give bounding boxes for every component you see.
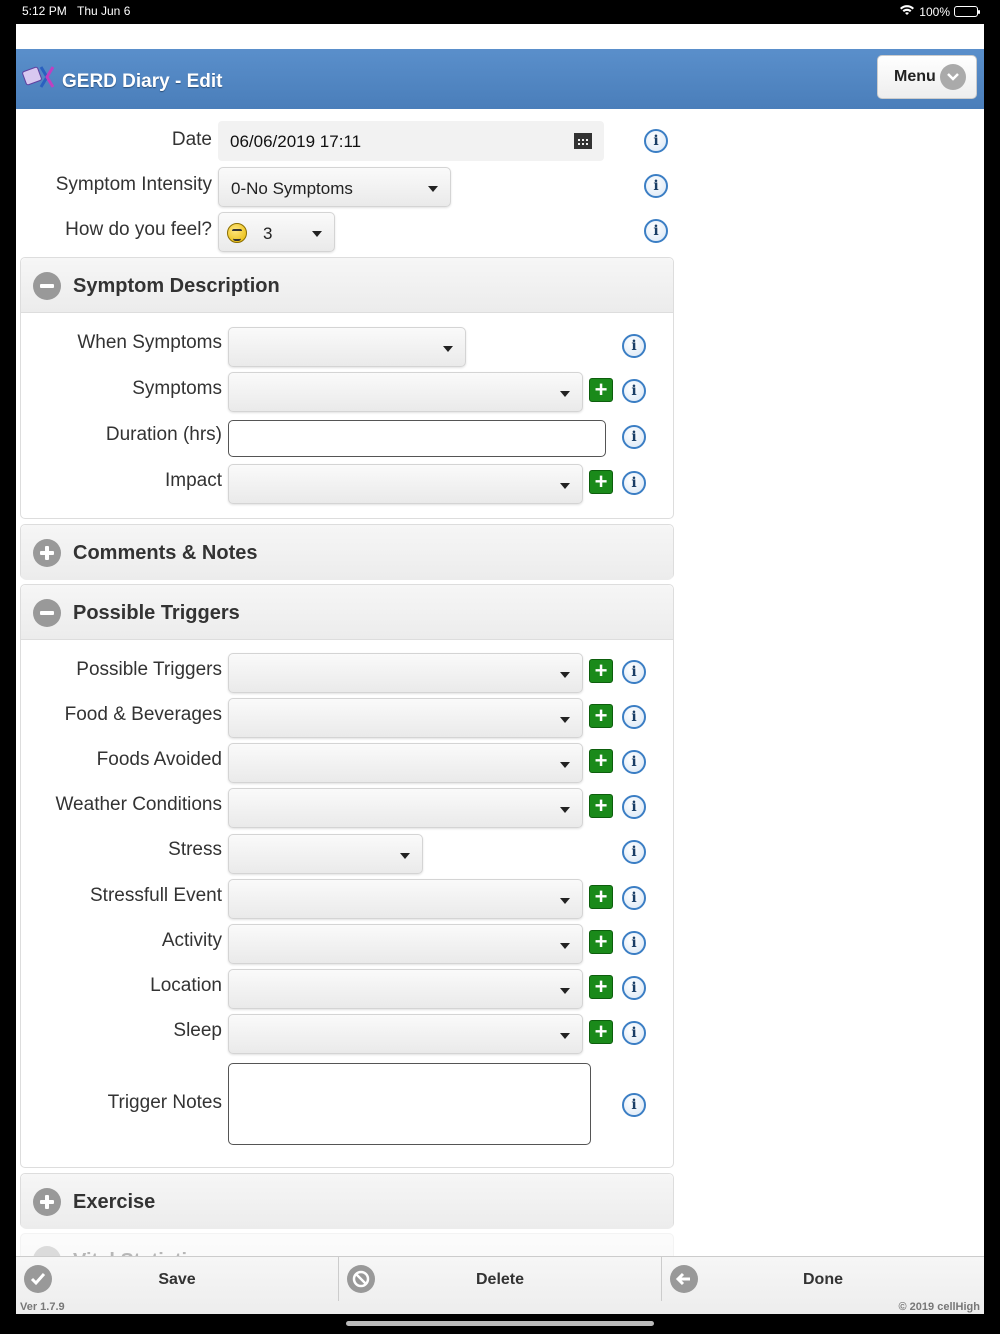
expand-icon (33, 1188, 61, 1216)
stress-select[interactable] (228, 834, 423, 874)
info-icon[interactable]: i (622, 1021, 646, 1045)
info-icon[interactable]: i (622, 750, 646, 774)
status-bar (0, 0, 1000, 24)
dropdown-caret-icon (560, 988, 570, 994)
possible-triggers-select[interactable] (228, 653, 583, 693)
possible-triggers-label: Possible Triggers (76, 659, 222, 680)
add-avoided-button[interactable]: + (589, 749, 613, 773)
info-icon[interactable]: i (622, 795, 646, 819)
info-icon[interactable]: i (644, 219, 668, 243)
location-select[interactable] (228, 969, 583, 1009)
impact-label: Impact (164, 470, 222, 491)
info-icon[interactable]: i (622, 840, 646, 864)
add-food-button[interactable]: + (589, 704, 613, 728)
symptom-intensity-select[interactable] (218, 167, 451, 207)
food-beverages-label: Food & Beverages (64, 704, 222, 725)
status-date: Thu Jun 6 (77, 4, 131, 18)
date-label: Date (171, 129, 212, 150)
form-content (16, 109, 984, 1256)
app-header (16, 49, 984, 109)
page-title: GERD Diary - Edit (62, 71, 223, 92)
info-icon[interactable]: i (644, 174, 668, 198)
location-label: Location (150, 975, 222, 996)
app-logo-icon (21, 63, 61, 91)
dropdown-caret-icon (312, 231, 322, 237)
info-icon[interactable]: i (622, 976, 646, 1000)
calendar-icon[interactable] (574, 133, 592, 149)
footer-toolbar (16, 1256, 984, 1314)
save-button[interactable] (16, 1257, 339, 1301)
stress-label: Stress (168, 839, 222, 860)
add-weather-button[interactable]: + (589, 794, 613, 818)
date-input[interactable] (218, 121, 604, 161)
battery-percent: 100% (919, 4, 950, 19)
dropdown-caret-icon (560, 483, 570, 489)
impact-select[interactable] (228, 464, 583, 504)
dropdown-caret-icon (443, 346, 453, 352)
trigger-notes-label: Trigger Notes (107, 1092, 222, 1113)
info-icon[interactable]: i (644, 129, 668, 153)
delete-button[interactable] (339, 1257, 662, 1301)
done-label: Done (803, 1271, 843, 1288)
comments-header[interactable] (21, 525, 673, 580)
dropdown-caret-icon (560, 943, 570, 949)
section-title: Comments & Notes (73, 542, 258, 564)
feel-select[interactable] (218, 212, 335, 252)
home-indicator[interactable] (346, 1321, 654, 1326)
wifi-icon (899, 4, 915, 19)
copyright-text: © 2019 cellHigh (898, 1301, 980, 1313)
done-button[interactable] (662, 1257, 984, 1301)
dropdown-caret-icon (560, 1033, 570, 1039)
dropdown-caret-icon (560, 391, 570, 397)
add-activity-button[interactable]: + (589, 930, 613, 954)
sleep-label: Sleep (173, 1020, 222, 1041)
food-beverages-select[interactable] (228, 698, 583, 738)
add-event-button[interactable]: + (589, 885, 613, 909)
sleep-select[interactable] (228, 1014, 583, 1054)
symptom-intensity-label: Symptom Intensity (55, 174, 212, 195)
trigger-notes-textarea[interactable] (228, 1063, 591, 1145)
dropdown-caret-icon (428, 186, 438, 192)
duration-label: Duration (hrs) (105, 424, 222, 445)
add-location-button[interactable]: + (589, 975, 613, 999)
exercise-header[interactable] (21, 1174, 673, 1229)
chevron-down-icon (940, 64, 966, 90)
info-icon[interactable]: i (622, 379, 646, 403)
dropdown-caret-icon (560, 898, 570, 904)
info-icon[interactable]: i (622, 334, 646, 358)
stressful-event-label: Stressfull Event (90, 885, 222, 906)
section-title: Possible Triggers (73, 602, 240, 624)
info-icon[interactable]: i (622, 1093, 646, 1117)
add-trigger-button[interactable]: + (589, 659, 613, 683)
menu-button[interactable] (877, 55, 977, 99)
info-icon[interactable]: i (622, 931, 646, 955)
delete-label: Delete (475, 1271, 525, 1288)
app-screen (16, 24, 984, 1314)
stressful-event-select[interactable] (228, 879, 583, 919)
battery-icon (954, 6, 978, 17)
section-title: Exercise (73, 1191, 156, 1213)
symptom-description-header[interactable] (21, 258, 673, 313)
feel-label: How do you feel? (65, 219, 212, 240)
status-right (899, 4, 978, 19)
possible-triggers-header[interactable] (21, 585, 673, 640)
status-time: 5:12 PM (22, 4, 67, 18)
section-title: Symptom Description (73, 275, 280, 297)
dropdown-caret-icon (400, 853, 410, 859)
duration-input[interactable] (228, 420, 606, 457)
collapse-icon (33, 272, 61, 300)
exercise-section (20, 1173, 674, 1228)
weather-label: Weather Conditions (55, 794, 222, 815)
activity-select[interactable] (228, 924, 583, 964)
expand-icon (33, 539, 61, 567)
symptoms-select[interactable] (228, 372, 583, 412)
dropdown-caret-icon (560, 762, 570, 768)
foods-avoided-select[interactable] (228, 743, 583, 783)
info-icon[interactable]: i (622, 660, 646, 684)
feel-value: 3 (263, 224, 273, 243)
symptom-intensity-value: 0-No Symptoms (231, 179, 353, 198)
weather-select[interactable] (228, 788, 583, 828)
foods-avoided-label: Foods Avoided (96, 749, 222, 770)
version-text: Ver 1.7.9 (20, 1301, 65, 1313)
save-label: Save (158, 1271, 196, 1288)
activity-label: Activity (161, 930, 222, 951)
dropdown-caret-icon (560, 717, 570, 723)
date-value: 06/06/2019 17:11 (230, 132, 362, 151)
collapse-icon (33, 599, 61, 627)
menu-label: Menu (894, 68, 936, 85)
add-symptom-button[interactable]: + (589, 378, 613, 402)
dropdown-caret-icon (560, 672, 570, 678)
info-icon[interactable]: i (622, 425, 646, 449)
face-icon (227, 223, 247, 243)
when-symptoms-label: When Symptoms (77, 332, 222, 353)
symptoms-label: Symptoms (132, 378, 222, 399)
info-icon[interactable]: i (622, 886, 646, 910)
comments-section (20, 524, 674, 579)
info-icon[interactable]: i (622, 471, 646, 495)
dropdown-caret-icon (560, 807, 570, 813)
add-sleep-button[interactable]: + (589, 1020, 613, 1044)
when-symptoms-select[interactable] (228, 327, 466, 367)
info-icon[interactable]: i (622, 705, 646, 729)
add-impact-button[interactable]: + (589, 470, 613, 494)
